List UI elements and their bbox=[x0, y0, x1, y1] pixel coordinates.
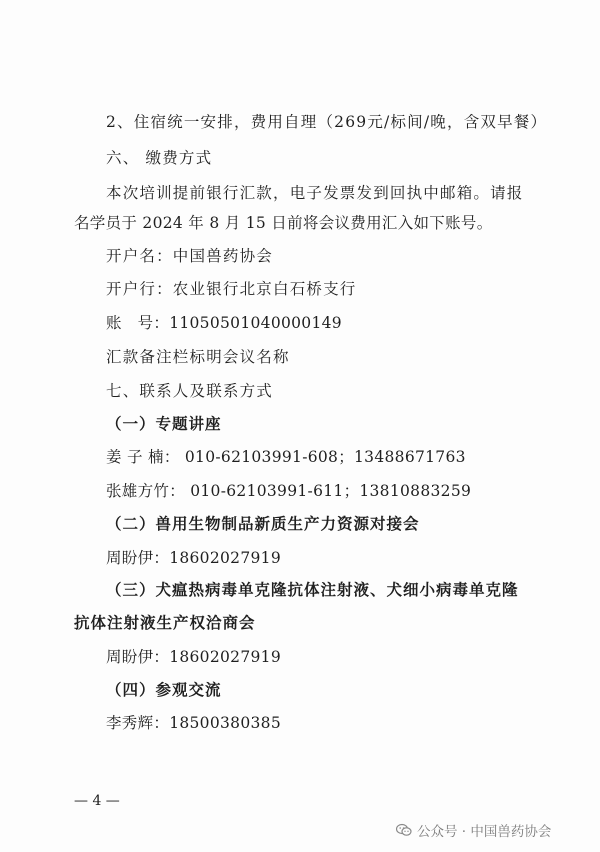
remittance-note: 汇款备注栏标明会议名称 bbox=[106, 348, 290, 366]
watermark bbox=[396, 820, 551, 840]
page-number: — 4 — bbox=[74, 793, 120, 809]
contact-jiang: 姜 子 楠： 010-62103991-608；13488671763 bbox=[106, 448, 466, 466]
subheading-visit: （四）参观交流 bbox=[106, 681, 222, 699]
subheading-antibody-2: 抗体注射液生产权洽商会 bbox=[74, 614, 256, 632]
section-heading-contacts: 七、联系人及联系方式 bbox=[106, 382, 274, 400]
contact-zhou-1: 周盼伊：18602027919 bbox=[106, 549, 281, 567]
contact-zhou-2: 周盼伊：18602027919 bbox=[106, 648, 281, 666]
text-line-payment-intro: 本次培训提前银行汇款，电子发票发到回执中邮箱。请报 bbox=[106, 184, 524, 202]
subheading-antibody-1: （三）犬瘟热病毒单克隆抗体注射液、犬细小病毒单克隆 bbox=[106, 581, 519, 599]
text-line-accommodation: 2、住宿统一安排，费用自理（269元/标间/晚，含双早餐） bbox=[106, 113, 548, 131]
account-bank: 开户行：农业银行北京白石桥支行 bbox=[106, 280, 357, 298]
account-name: 开户名：中国兽药协会 bbox=[106, 247, 274, 265]
watermark-text: 公众号 · 中国兽药协会 bbox=[417, 824, 552, 840]
contact-li: 李秀辉：18500380385 bbox=[106, 714, 281, 732]
subheading-biologics: （二）兽用生物制品新质生产力资源对接会 bbox=[106, 515, 420, 533]
section-heading-payment: 六、 缴费方式 bbox=[106, 149, 213, 167]
contact-zhang: 张雄方竹： 010-62103991-611；13810883259 bbox=[106, 482, 472, 500]
subheading-lecture: （一）专题讲座 bbox=[106, 415, 222, 433]
text-line-payment-deadline: 名学员于 2024 年 8 月 15 日前将会议费用汇入如下账号。 bbox=[74, 214, 493, 232]
account-number: 账 号：11050501040000149 bbox=[106, 314, 342, 332]
wechat-icon bbox=[396, 823, 412, 837]
